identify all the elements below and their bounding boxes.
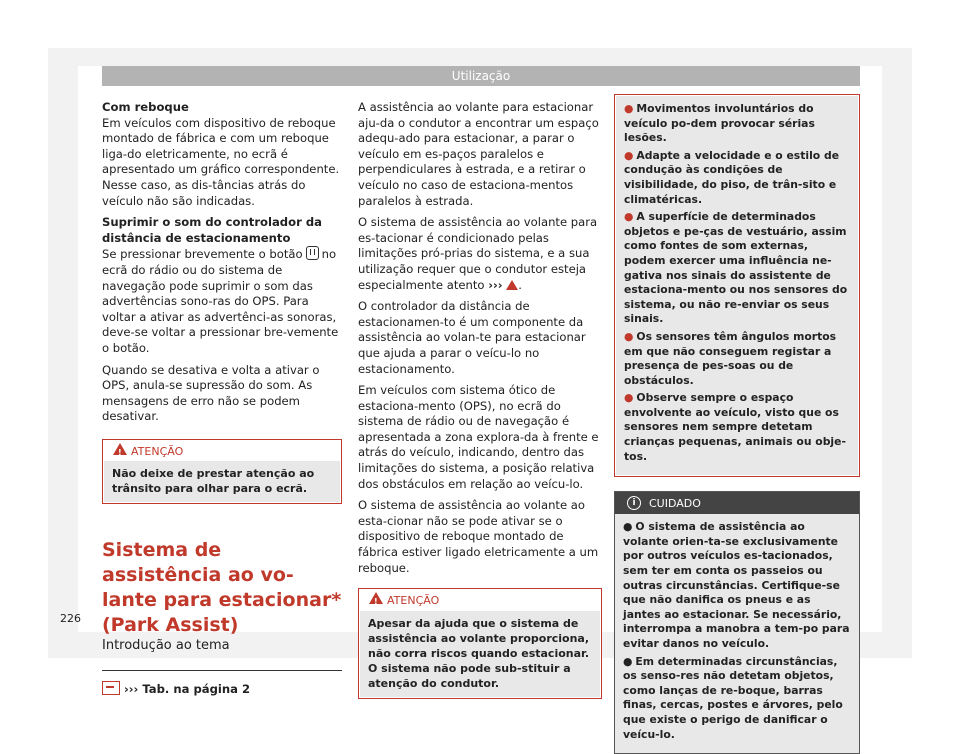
paragraph: A assistência ao volante para estacionar aju-da o condutor a encontrar um espaço adequ-ado para estacionar, a parar o veículo em es-paços paralelos e perpendiculares à estrada, e a retirar o veículo no caso de estaciona-mentos paralelos à estrada. (358, 100, 599, 208)
warning-box (102, 439, 342, 505)
list-item (624, 391, 850, 464)
warning-triangle-icon (506, 280, 518, 290)
section-title: Sistema de assistência ao vo-lante para estacionar* (Park Assist) (102, 539, 342, 637)
section-subtitle: Introdução ao tema (102, 638, 230, 654)
warning-body: Não deixe de prestar atenção ao trânsito para olhar para o ecrã. (104, 461, 340, 502)
bullet: ● (624, 148, 634, 162)
warning-box (358, 588, 602, 699)
cross-reference[interactable]: ››› (488, 277, 503, 292)
bullet: ● (623, 520, 633, 534)
list-item (623, 520, 851, 651)
warning-body: Apesar da ajuda que o sistema de assistência ao volante proporciona, não corra riscos quando estacionar. O sistema não pode sub-stituir a atenção do condutor. (360, 611, 600, 697)
heading-suppress-sound: Suprimir o som do controlador da distância de estacionamento (102, 215, 322, 245)
caution-title (615, 492, 859, 514)
bullet: ● (624, 210, 634, 224)
list-item-text: Em determinadas circunstâncias, os senso-res não detetam objetos, como lanças de re-boque, barras finas, cercas, postes e árvores, pelo que existe o perigo de danificar o veícu-lo. (623, 654, 843, 741)
list-item-text: Observe sempre o espaço envolvente ao veículo, visto que os sensores nem sempre detetam crianças pequenas, animais ou obje-tos. (624, 391, 846, 463)
list-item (624, 102, 850, 146)
bullet: ● (623, 654, 633, 668)
caution-list (615, 514, 859, 753)
warning-label: ATENÇÃO (387, 594, 440, 608)
table-reference-text: ››› Tab. na página 2 (124, 682, 251, 697)
list-item-text: Movimentos involuntários do veículo po-dem provocar sérias lesões. (624, 102, 815, 145)
list-item (623, 655, 851, 743)
page-header: Utilização (102, 66, 860, 86)
list-item-text: O sistema de assistência ao volante orien-ta-se exclusivamente por outros veículos es-tacionados, sem ter em conta os passeios ou outras circunstâncias. Certifique-se que não danifica os pneus e as jantes ao estacionar. Se necessário, interrompa a manobra a tem-po para evitar danos no veículo. (623, 520, 850, 650)
list-item (624, 330, 850, 388)
paragraph: O sistema de assistência ao volante para es-tacionar é condicionado pelas limitações pró-prias do sistema, e a sua utilização requer que o condutor esteja especialmente atento ››› . (358, 215, 598, 292)
info-icon: i (627, 496, 641, 510)
heading-with-trailer: Com reboque (102, 100, 189, 114)
page-number: 226 (60, 612, 81, 625)
list-item (624, 210, 850, 327)
paragraph: Em veículos com dispositivo de reboque montado de fábrica e com um reboque liga-do eletricamente, no ecrã é apresentado um gráfico correspondente. Nesse caso, as dis-tâncias atrás do veículo não são indicadas. (102, 115, 340, 208)
column-1 (102, 100, 342, 698)
paragraph: Quando se desativa e volta a ativar o OPS, anula-se supressão do som. As mensagens de erro não se podem desativar. (102, 362, 320, 424)
warning-list (616, 96, 858, 475)
warning-triangle-icon (113, 443, 127, 455)
list-item (624, 149, 850, 207)
warning-title (103, 440, 341, 462)
paragraph: O sistema de assistência ao volante ao esta-cionar não se pode ativar se o dispositivo de reboque montado de fábrica estiver ligado eletricamente a um reboque. (358, 498, 599, 575)
warning-list-box (614, 94, 860, 477)
bullet: ● (624, 391, 634, 405)
list-item-text: Os sensores têm ângulos mortos em que não conseguem registar a presença de pes-soas ou de obstáculos. (624, 329, 837, 387)
paragraph (102, 246, 342, 356)
ops-button-icon (306, 246, 319, 260)
bullet: ● (624, 102, 634, 115)
column-2 (358, 100, 602, 699)
warning-title (359, 589, 601, 611)
text: O sistema de assistência ao volante para es-tacionar é condicionado pelas limitações pró-prias do sistema, e a sua utilização requer que o condutor esteja especialmente atento (358, 215, 598, 292)
list-item-text: A superfície de determinados objetos e pe-ças de vestuário, assim como fontes de som externas, podem exercer uma influência ne-gativa nos sinais do assistente de estaciona-mento ou nos sensores do sistema, ou não re-enviar os seus sinais. (624, 210, 848, 326)
table-icon (102, 681, 120, 695)
caution-box (614, 491, 860, 754)
paragraph: Em veículos com sistema ótico de estaciona-mento (OPS), no ecrã do sistema de rádio ou de navegação é apresentada a zona explora-da à frente e atrás do veículo, indicando, dentro das limitações do sistema, a posição relativa dos obstáculos em relação ao veícu-lo. (358, 383, 599, 491)
column-3 (614, 94, 860, 754)
list-item-text: Adapte a velocidade e o estilo de condução às condições de visibilidade, do piso, de trân-sito e climatéricas. (624, 148, 840, 206)
paragraph: O controlador da distância de estacionamen-to é um componente da assistência ao volan-te para estacionar que ajuda a parar o veícu-lo no estacionamento. (358, 299, 586, 376)
text: Se pressionar brevemente o botão (102, 247, 303, 262)
caution-label: CUIDADO (649, 497, 701, 511)
text: no ecrã do rádio ou do sistema de navegação pode suprimir o som das advertências sono-ras do OPS. Para voltar a ativar as advertênci-as sonoras, deve-se voltar a pressionar bre-vemente o botão. (102, 247, 339, 355)
warning-label: ATENÇÃO (131, 444, 184, 458)
bullet: ● (624, 329, 634, 343)
warning-triangle-icon (369, 592, 383, 604)
table-reference-link[interactable] (102, 681, 342, 698)
